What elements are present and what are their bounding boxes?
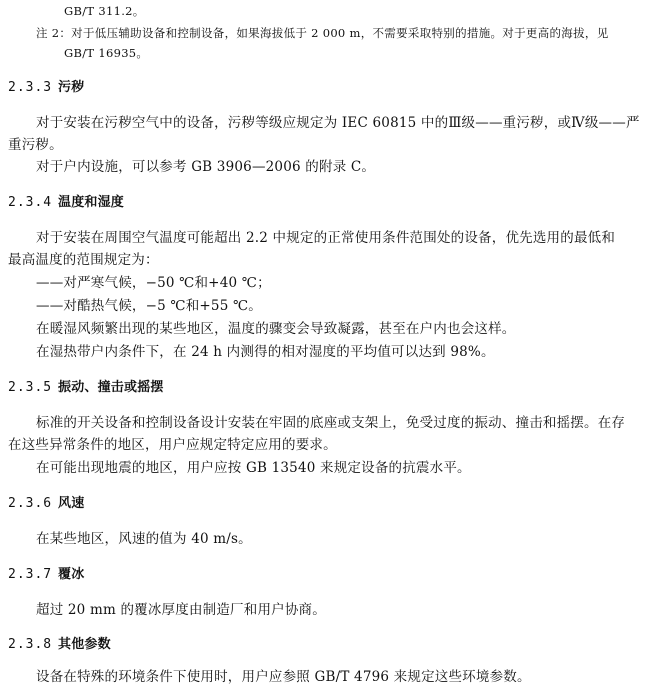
paragraph-line: 在这些异常条件的地区，用户应规定特定应用的要求。 [8,437,337,453]
paragraph-line: 重污秽。 [8,137,63,153]
section-title: 风速 [58,496,85,511]
section-number: 2.3.7 [8,567,53,582]
section-number: 2.3.4 [8,195,53,210]
paragraph-line: 在湿热带户内条件下，在 24 h 内测得的相对湿度的平均值可以达到 98%。 [36,344,495,360]
section-number: 2.3.3 [8,80,53,95]
paragraph-line: 对于安装在污秽空气中的设备，污秽等级应规定为 IEC 60815 中的Ⅲ级——重污秽，或Ⅳ级——严 [36,115,640,131]
list-item: ——对酷热气候，−5 ℃和+55 ℃。 [36,298,262,314]
paragraph-line: 超过 20 mm 的覆冰厚度由制造厂和用户协商。 [36,602,326,618]
note-2-line-2: GB/T 16935。 [64,46,149,60]
section-number: 2.3.6 [8,496,53,511]
paragraph-line: 在某些地区，风速的值为 40 m/s。 [36,531,252,547]
section-title: 温度和湿度 [58,195,125,210]
section-title: 其他参数 [58,637,111,652]
paragraph-line: 对于户内设施，可以参考 GB 3906—2006 的附录 C。 [36,159,376,175]
section-title: 污秽 [58,80,85,95]
section-title: 覆冰 [58,567,85,582]
note-continued: GB/T 311.2。 [64,4,145,18]
section-heading-2-3-7 [8,566,84,584]
paragraph-line: 在可能出现地震的地区，用户应按 GB 13540 来规定设备的抗震水平。 [36,460,471,476]
paragraph-line: 在暖湿风频繁出现的某些地区，温度的骤变会导致凝露，甚至在户内也会这样。 [36,321,516,337]
section-heading-2-3-4 [8,194,124,212]
section-heading-2-3-3 [8,79,84,97]
section-number: 2.3.5 [8,380,53,395]
section-heading-2-3-8 [8,636,111,654]
section-heading-2-3-6 [8,495,84,513]
list-item: ——对严寒气候，−50 ℃和+40 ℃； [36,275,271,291]
paragraph-line: 最高温度的范围规定为： [8,252,159,268]
section-heading-2-3-5 [8,379,164,397]
section-number: 2.3.8 [8,637,53,652]
paragraph-line: 设备在特殊的环境条件下使用时，用户应参照 GB/T 4796 来规定这些环境参数。 [36,669,531,685]
section-title: 振动、撞击或摇摆 [58,380,164,395]
note-2-line-1: 注 2：对于低压辅助设备和控制设备，如果海拔低于 2 000 m，不需要采取特别的措施。对于更高的海拔，见 [36,26,609,40]
paragraph-line: 标准的开关设备和控制设备设计安装在牢固的底座或支架上，免受过度的振动、撞击和摇摆。在存 [36,415,626,431]
paragraph-line: 对于安装在周围空气温度可能超出 2.2 中规定的正常使用条件范围处的设备，优先选用的最低和 [36,230,616,246]
